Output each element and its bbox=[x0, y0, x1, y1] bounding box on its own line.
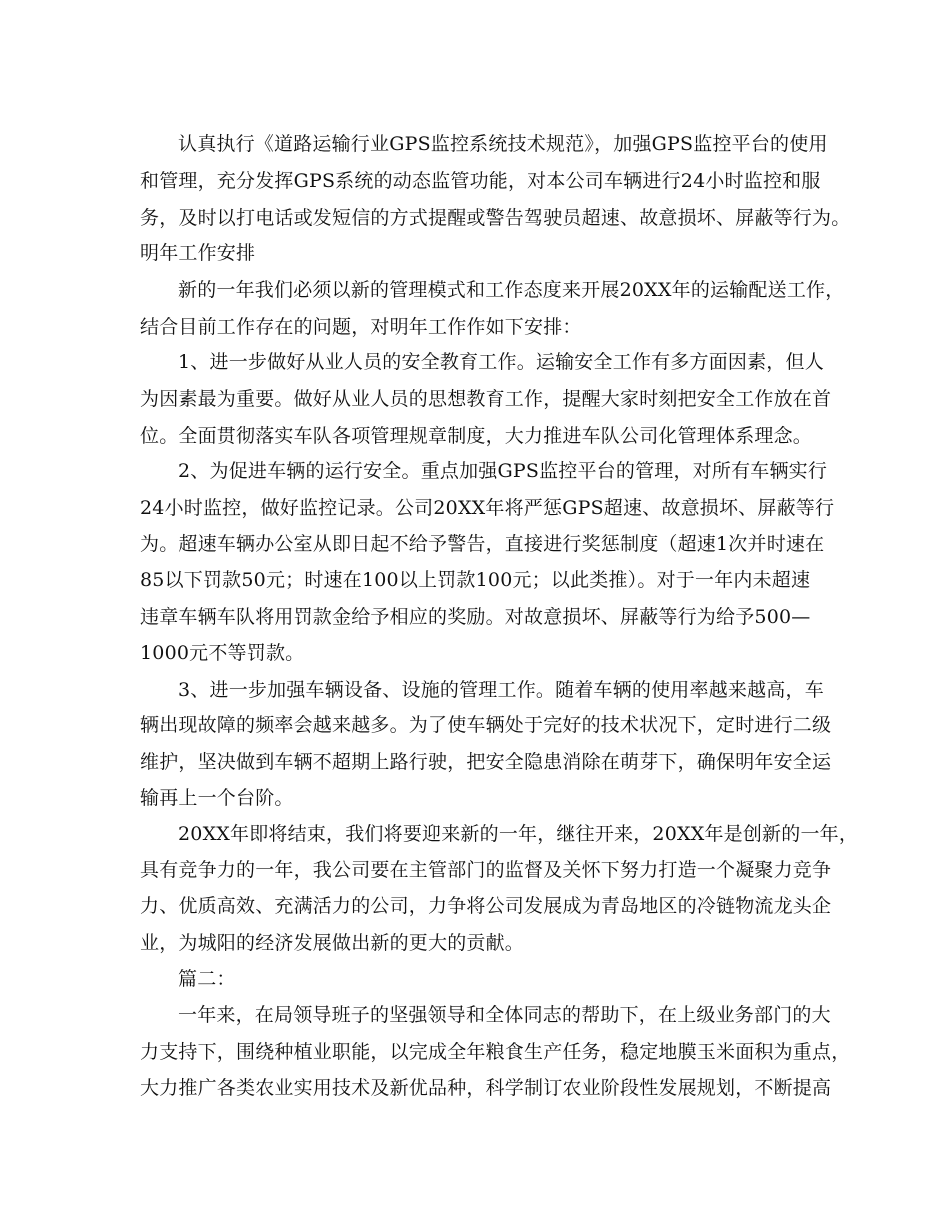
text-line: 1000元不等罚款。 bbox=[140, 642, 305, 664]
section-heading: 篇二： bbox=[178, 968, 236, 990]
text-line: 维护，坚决做到车辆不超期上路行驶，把安全隐患消除在萌芽下，确保明年安全运 bbox=[140, 751, 832, 773]
text-line: 新的一年我们必须以新的管理模式和工作态度来开展20XX年的运输配送工作， bbox=[178, 279, 845, 301]
text-line: 业，为城阳的经济发展做出新的更大的贡献。 bbox=[140, 932, 525, 954]
text-line: 1、进一步做好从业人员的安全教育工作。运输安全工作有多方面因素，但人 bbox=[178, 351, 824, 373]
text-line: 2、为促进车辆的运行安全。重点加强GPS监控平台的管理，对所有车辆实行 bbox=[178, 460, 828, 482]
text-line: 结合目前工作存在的问题，对明年工作作如下安排： bbox=[140, 316, 582, 338]
text-line: 和管理，充分发挥GPS系统的动态监管功能，对本公司车辆进行24小时监控和服 bbox=[140, 170, 821, 192]
text-line: 辆出现故障的频率会越来越多。为了使车辆处于完好的技术状况下，定时进行二级 bbox=[140, 714, 832, 736]
text-line: 3、进一步加强车辆设备、设施的管理工作。随着车辆的使用率越来越高，车 bbox=[178, 679, 824, 701]
text-line: 力、优质高效、充满活力的公司，力争将公司发展成为青岛地区的冷链物流龙头企 bbox=[140, 895, 832, 917]
text-line: 20XX年即将结束，我们将要迎来新的一年，继往开来，20XX年是创新的一年， bbox=[178, 823, 859, 845]
text-line: 为。超速车辆办公室从即日起不给予警告，直接进行奖惩制度（超速1次并时速在 bbox=[140, 533, 825, 555]
text-line: 具有竞争力的一年，我公司要在主管部门的监督及关怀下努力打造一个凝聚力竞争 bbox=[140, 859, 832, 881]
text-line: 力支持下，围绕种植业职能，以完成全年粮食生产任务，稳定地膜玉米面积为重点， bbox=[140, 1041, 851, 1063]
text-line: 认真执行《道路运输行业GPS监控系统技术规范》，加强GPS监控平台的使用 bbox=[178, 133, 828, 155]
text-line: 务，及时以打电话或发短信的方式提醒或警告驾驶员超速、故意损坏、屏蔽等行为。 bbox=[140, 207, 851, 229]
section-heading: 明年工作安排 bbox=[140, 242, 256, 264]
text-line: 85以下罚款50元；时速在100以上罚款100元；以此类推）。对于一年内未超速 bbox=[140, 569, 811, 591]
text-line: 大力推广各类农业实用技术及新优品种，科学制订农业阶段性发展规划，不断提高 bbox=[140, 1077, 832, 1099]
text-line: 违章车辆车队将用罚款金给予相应的奖励。对故意损坏、屏蔽等行为给予500— bbox=[140, 606, 811, 628]
text-line: 一年来，在局领导班子的坚强领导和全体同志的帮助下，在上级业务部门的大 bbox=[178, 1004, 831, 1026]
text-line: 输再上一个台阶。 bbox=[140, 787, 294, 809]
text-line: 为因素最为重要。做好从业人员的思想教育工作，提醒大家时刻把安全工作放在首 bbox=[140, 388, 832, 410]
text-line: 位。全面贯彻落实车队各项管理规章制度，大力推进车队公司化管理体系理念。 bbox=[140, 425, 813, 447]
text-line: 24小时监控，做好监控记录。公司20XX年将严惩GPS超速、故意损坏、屏蔽等行 bbox=[140, 497, 835, 519]
